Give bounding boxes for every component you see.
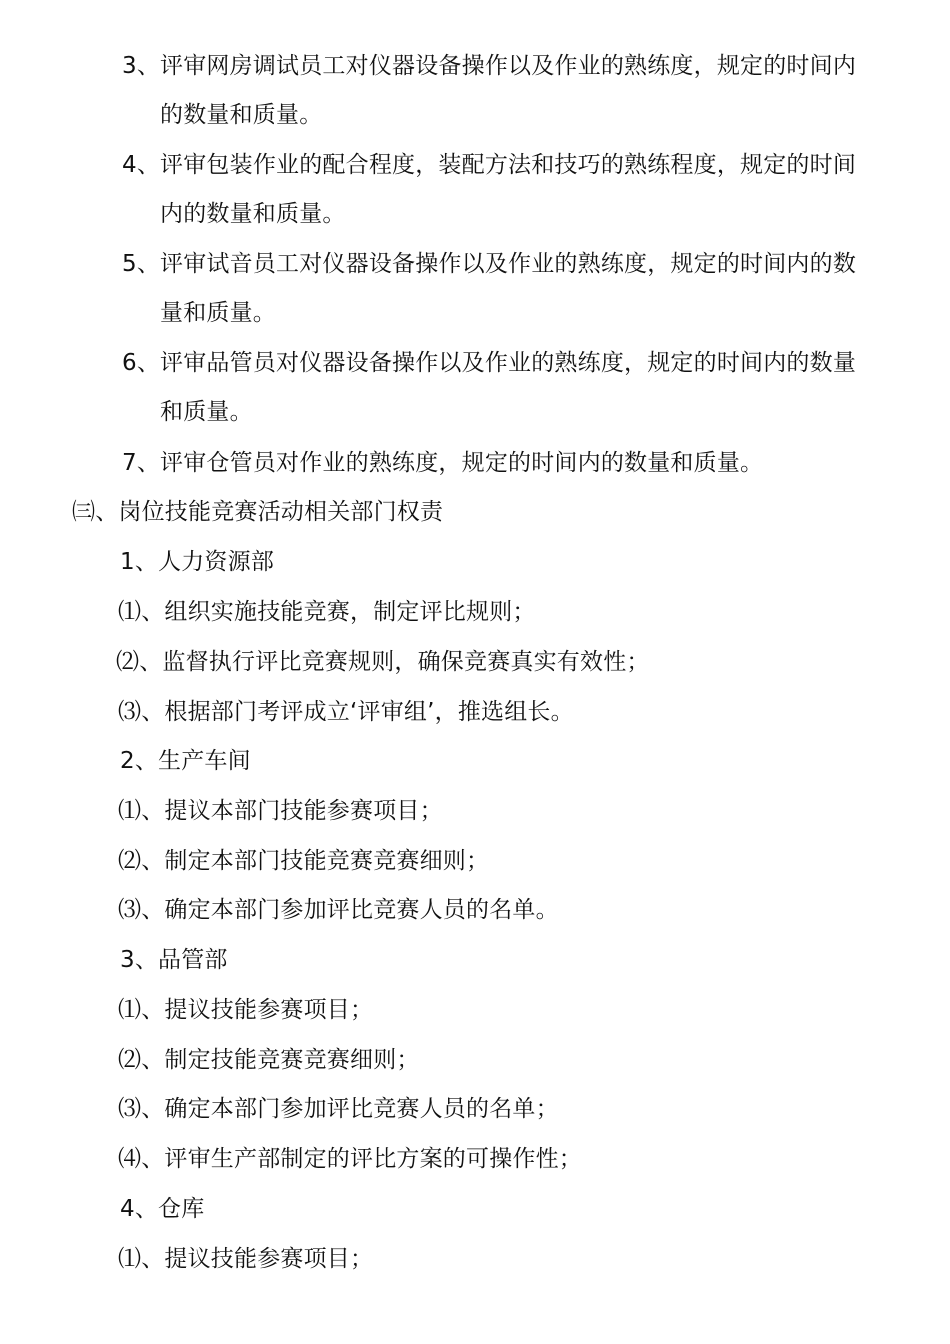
- hr-duty-1: ⑴、组织实施技能竞赛，制定评比规则；: [118, 599, 536, 625]
- dept-hr-heading: 1、人力资源部: [120, 549, 275, 575]
- item-5-review-line-1: 5、评审试音员工对仪器设备操作以及作业的熟练度，规定的时间内的数: [122, 251, 857, 277]
- qc-duty-4: ⑷、评审生产部制定的评比方案的可操作性；: [118, 1146, 582, 1172]
- production-duty-2: ⑵、制定本部门技能竞赛竞赛细则；: [118, 848, 490, 874]
- qc-duty-1: ⑴、提议技能参赛项目；: [118, 997, 374, 1023]
- qc-duty-3: ⑶、确定本部门参加评比竞赛人员的名单；: [118, 1096, 559, 1122]
- hr-duty-3: ⑶、根据部门考评成立‘评审组’，推选组长。: [118, 699, 574, 725]
- dept-warehouse-heading: 4、仓库: [120, 1196, 205, 1222]
- dept-qc-heading: 3、品管部: [120, 947, 228, 973]
- item-5-review-line-2: 量和质量。: [160, 300, 276, 326]
- production-duty-3: ⑶、确定本部门参加评比竞赛人员的名单。: [118, 897, 559, 923]
- item-4-review-line-2: 内的数量和质量。: [160, 201, 346, 227]
- item-6-review-line-2: 和质量。: [160, 399, 253, 425]
- warehouse-duty-1: ⑴、提议技能参赛项目；: [118, 1246, 374, 1272]
- qc-duty-2: ⑵、制定技能竞赛竞赛细则；: [118, 1047, 420, 1073]
- dept-production-heading: 2、生产车间: [120, 748, 251, 774]
- item-3-review-line-2: 的数量和质量。: [160, 102, 323, 128]
- item-7-review-line: 7、评审仓管员对作业的熟练度，规定的时间内的数量和质量。: [122, 450, 764, 476]
- item-3-review-line-1: 3、评审网房调试员工对仪器设备操作以及作业的熟练度，规定的时间内: [122, 53, 857, 79]
- item-6-review-line-1: 6、评审品管员对仪器设备操作以及作业的熟练度，规定的时间内的数量: [122, 350, 857, 376]
- item-4-review-line-1: 4、评审包装作业的配合程度，装配方法和技巧的熟练程度，规定的时间: [122, 152, 857, 178]
- hr-duty-2: ⑵、监督执行评比竞赛规则，确保竞赛真实有效性；: [116, 649, 650, 675]
- production-duty-1: ⑴、提议本部门技能参赛项目；: [118, 798, 443, 824]
- section-3-heading: ㈢、岗位技能竞赛活动相关部门权责: [72, 499, 444, 525]
